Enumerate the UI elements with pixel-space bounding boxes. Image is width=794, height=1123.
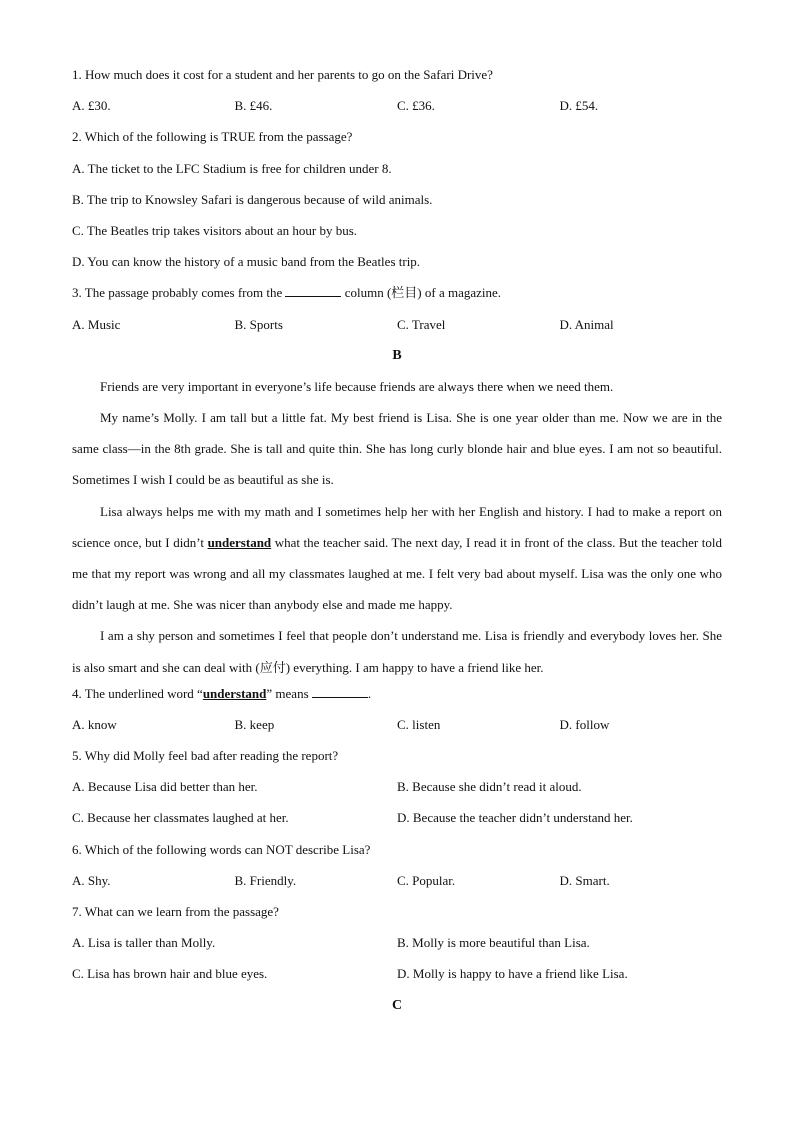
answer-blank[interactable] xyxy=(285,284,341,297)
option-d[interactable]: D. Smart. xyxy=(559,872,610,888)
option-b[interactable]: B. keep xyxy=(234,716,275,732)
option-c[interactable]: C. Travel xyxy=(397,316,446,332)
option-d[interactable]: D. follow xyxy=(559,716,610,732)
question-3-options xyxy=(72,314,722,345)
option-c[interactable]: C. Popular. xyxy=(397,872,456,888)
option-c[interactable]: C. Lisa has brown hair and blue eyes. xyxy=(72,966,268,982)
passage-paragraph-1: Friends are very important in everyone’s life because friends are always there when we need them. xyxy=(100,378,614,394)
option-d[interactable]: D. Animal xyxy=(559,316,614,332)
option-c[interactable]: C. £36. xyxy=(397,98,435,114)
option-a[interactable]: A. The ticket to the LFC Stadium is free for children under 8. xyxy=(72,160,392,176)
question-4-stem-middle: ” means xyxy=(266,685,312,701)
question-5-options-row-1 xyxy=(72,776,722,807)
passage-paragraph-3 xyxy=(72,496,722,621)
option-d[interactable]: D. You can know the history of a music band from the Beatles trip. xyxy=(72,254,421,270)
question-7-options-row-2 xyxy=(72,963,722,994)
passage-paragraph-4: I am a shy person and sometimes I feel that people don’t understand me. Lisa is friendly and everybody loves her. She is also smart and she can deal with (应付) everything. I am happy to have a friend like her. xyxy=(72,628,722,675)
answer-blank[interactable] xyxy=(312,685,368,698)
option-b[interactable]: B. Because she didn’t read it aloud. xyxy=(397,779,582,795)
question-4-stem xyxy=(72,683,722,714)
option-b[interactable]: B. Friendly. xyxy=(234,872,297,888)
question-6-stem: 6. Which of the following words can NOT describe Lisa? xyxy=(72,841,371,857)
option-a[interactable]: A. know xyxy=(72,716,117,732)
question-3-stem-end: column (栏目) of a magazine. xyxy=(341,285,502,301)
question-5-options-row-2 xyxy=(72,807,722,838)
option-b[interactable]: B. The trip to Knowsley Safari is dangerous because of wild animals. xyxy=(72,191,433,207)
underlined-word: understand xyxy=(207,534,272,550)
question-4-stem-start: 4. The underlined word “ xyxy=(72,685,203,701)
option-a[interactable]: A. Lisa is taller than Molly. xyxy=(72,935,216,951)
option-a[interactable]: A. £30. xyxy=(72,98,111,114)
question-3-stem xyxy=(72,282,722,313)
option-d[interactable]: D. Because the teacher didn’t understand her. xyxy=(397,810,633,826)
question-7-options-row-1 xyxy=(72,932,722,963)
option-d[interactable]: D. Molly is happy to have a friend like Lisa. xyxy=(397,966,628,982)
paragraph-3-start: Lisa always helps me with my math and I sometimes help her with her English and history. I had to make a report on science once, but I didn’t xyxy=(72,503,722,550)
question-3-stem-start: 3. The passage probably comes from the xyxy=(72,285,286,301)
option-b[interactable]: B. £46. xyxy=(234,98,273,114)
underlined-word: understand xyxy=(202,685,267,701)
question-6-options xyxy=(72,870,722,901)
paragraph-3-end: what the teacher said. The next day, I read it in front of the class. But the teacher told me that my report was wrong and all my classmates laughed at me. I felt very bad about myself. Lisa was the only one who didn’t laugh at me. She was nicer than anybody else and made me happy. xyxy=(72,534,722,613)
section-c-heading: C xyxy=(391,997,403,1013)
question-5-stem: 5. Why did Molly feel bad after reading the report? xyxy=(72,748,339,764)
option-a[interactable]: A. Shy. xyxy=(72,872,111,888)
section-b-heading: B xyxy=(392,347,402,363)
option-a[interactable]: A. Music xyxy=(72,316,121,332)
option-c[interactable]: C. Because her classmates laughed at her. xyxy=(72,810,289,826)
question-4-options xyxy=(72,714,722,745)
exam-page xyxy=(72,64,722,1021)
option-d[interactable]: D. £54. xyxy=(559,98,599,114)
question-7-stem: 7. What can we learn from the passage? xyxy=(72,904,279,920)
question-4-stem-end: . xyxy=(367,685,372,701)
option-b[interactable]: B. Molly is more beautiful than Lisa. xyxy=(397,935,590,951)
question-1-stem: 1. How much does it cost for a student and her parents to go on the Safari Drive? xyxy=(72,67,493,82)
option-b[interactable]: B. Sports xyxy=(234,316,283,332)
question-2-stem: 2. Which of the following is TRUE from the passage? xyxy=(72,129,353,145)
option-c[interactable]: C. listen xyxy=(397,716,441,732)
option-a[interactable]: A. Because Lisa did better than her. xyxy=(72,779,258,795)
passage-paragraph-2: My name’s Molly. I am tall but a little fat. My best friend is Lisa. She is one year older than me. Now we are in the same class—in the 8th grade. She is tall and quite thin. She has long curly blonde hair and blue eyes. I am not so beautiful. Sometimes I wish I could be as beautiful as she is. xyxy=(72,409,722,488)
option-c[interactable]: C. The Beatles trip takes visitors about an hour by bus. xyxy=(72,222,357,238)
question-1-options xyxy=(72,95,722,126)
